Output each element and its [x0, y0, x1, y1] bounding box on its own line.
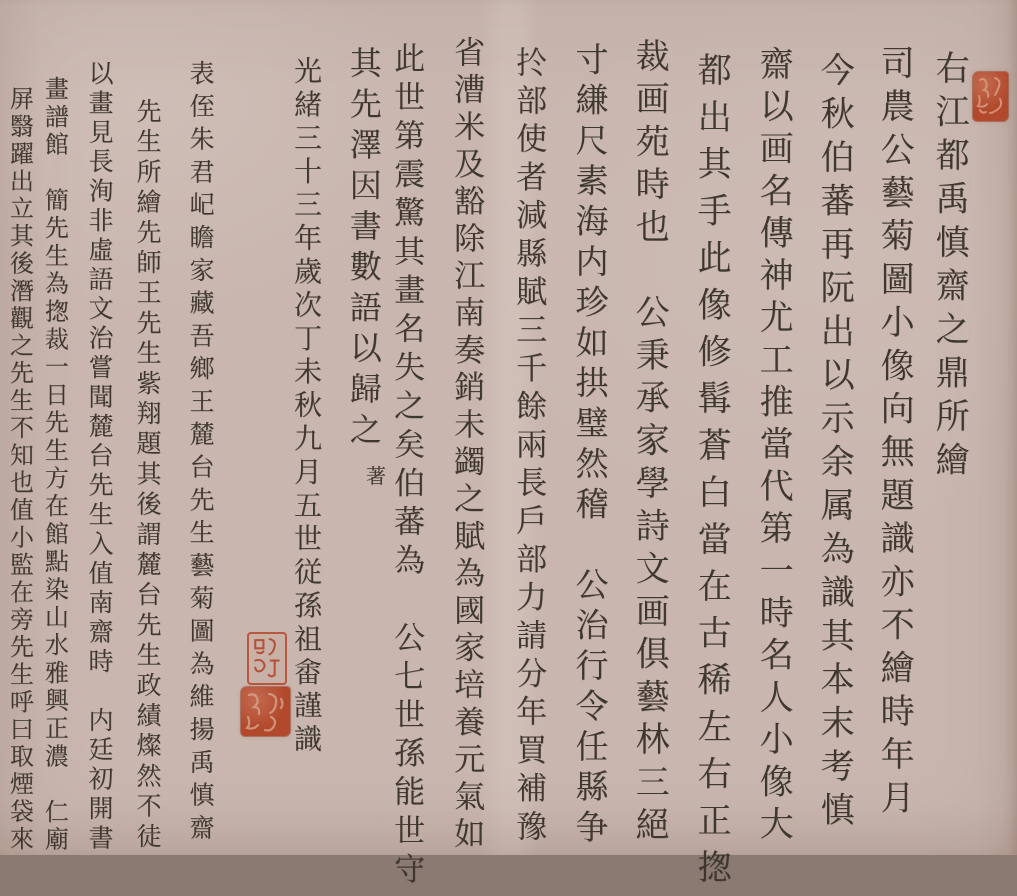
main-column-3: 今秋伯蕃再阮出以示余属為識其本末考慎: [814, 52, 855, 835]
main-column-9: 省漕米及豁除江南奏銷未蠲之賦為國家培養元氣如: [448, 36, 485, 855]
main-column-2: 司農公藝菊圖小像向無題識亦不繪時年月: [874, 45, 915, 823]
secondary-column-3: 以畫見長洵非虛語文治嘗聞麓台先生入值南齋時 内廷初開書: [85, 60, 114, 854]
main-column-6: 裁画苑時也 公秉承家學詩文画俱藝林三絕: [629, 38, 670, 850]
secondary-column-2: 先生所繪先師王先生紫翔題其後謂麓台先生政績燦然不徒: [133, 98, 162, 853]
secondary-column-1: 表侄朱君屺瞻家藏吾鄉王麓台先生藝菊圖為維揚禹慎齋: [186, 60, 215, 848]
main-column-11: 其先澤因書數語以歸之: [344, 46, 383, 453]
top-right-seal: [973, 72, 1008, 121]
main-column-8: 扵部使者減縣賦三千餘兩長戶部力請分年買補豫: [510, 46, 547, 849]
inserted-character: 著: [366, 464, 386, 488]
main-column-1: 右江都禹慎齋之鼎所繪: [929, 50, 970, 485]
main-column-7: 寸縑尺素海内珍如拱璧然稽 公治行令任縣争: [570, 42, 610, 850]
main-column-12: 光緒三十三年歲次丁未秋九月五世従孫祖畬謹識: [290, 56, 324, 758]
main-column-10: 此世第震驚其畫名失之矣伯蕃為 公七世孫能世守: [388, 42, 425, 892]
main-column-5: 都出其手此像修髯蒼白當在古稀左右正揔: [691, 52, 732, 896]
signature-lower-seal: [241, 687, 290, 736]
secondary-column-4: 畫譜館 簡先生為揔裁一日先生方在館點染山水雅興正濃 仁廟: [40, 76, 69, 855]
main-column-4: 齋以画名傳神尤工推當代第一時名人小像大: [753, 46, 794, 848]
signature-upper-seal: [247, 632, 287, 685]
secondary-column-5: 屏翳躍出立其後潛觀之先生不知也值小監在旁先生呼曰取煙袋來: [5, 86, 34, 854]
